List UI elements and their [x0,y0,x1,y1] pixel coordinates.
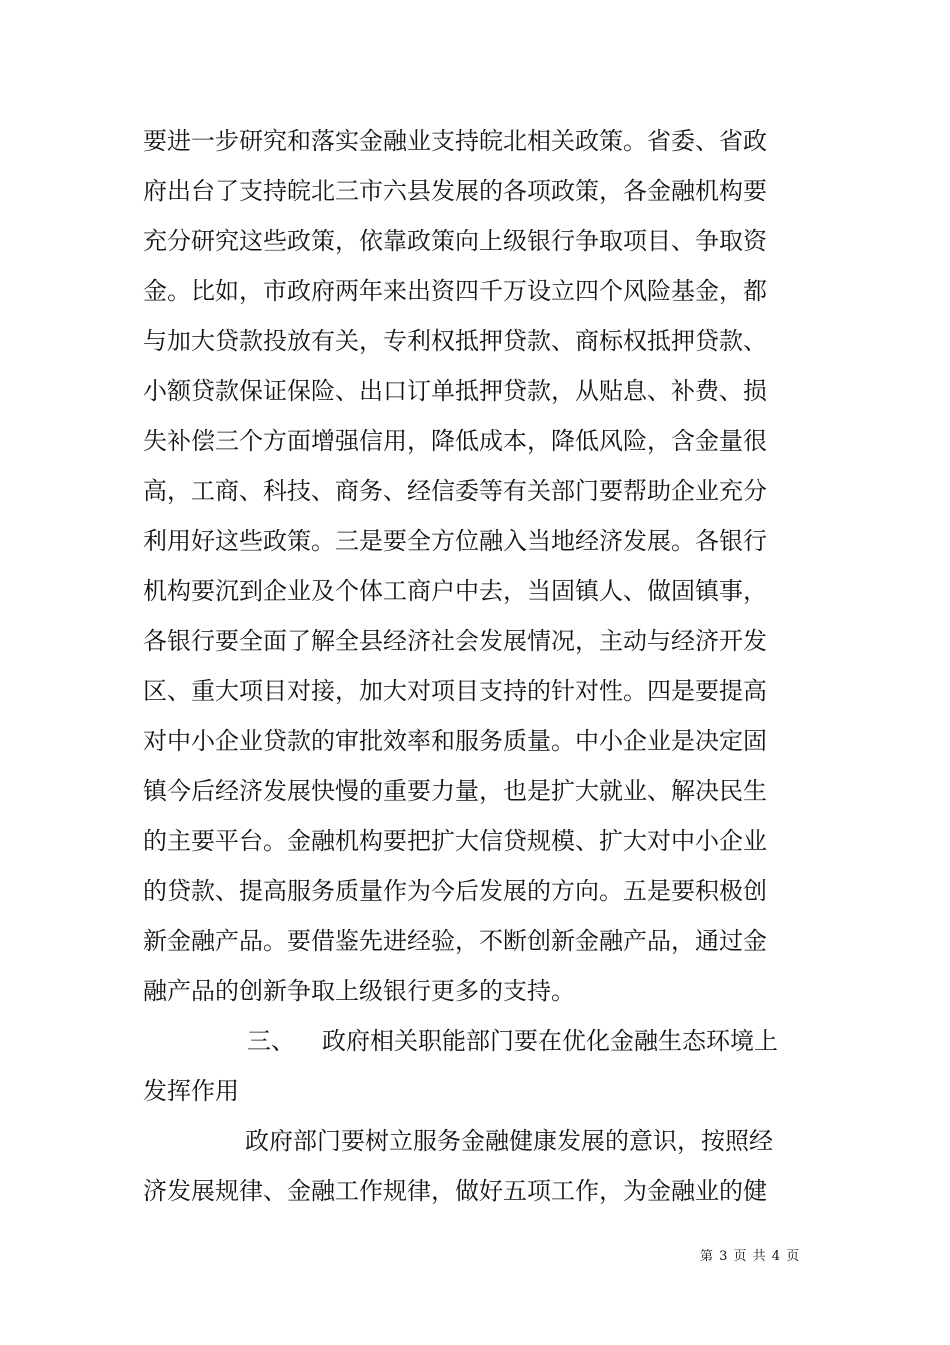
body-line: 金。比如，市政府两年来出资四千万设立四个风险基金，都 [143,277,767,305]
section-heading-continuation: 发挥作用 [143,1077,239,1105]
body-line: 要进一步研究和落实金融业支持皖北相关政策。省委、省政 [143,127,767,155]
closing-paragraph-second-line: 济发展规律、金融工作规律，做好五项工作，为金融业的健 [143,1177,767,1205]
body-line: 充分研究这些政策，依靠政策向上级银行争取项目、争取资 [143,227,767,255]
closing-paragraph-first-line: 政府部门要树立服务金融健康发展的意识，按照经 [245,1127,773,1155]
section-heading-text: 政府相关职能部门要在优化金融生态环境上 [322,1027,778,1055]
body-line: 镇今后经济发展快慢的重要力量，也是扩大就业、解决民生 [143,777,767,805]
body-line: 新金融产品。要借鉴先进经验，不断创新金融产品，通过金 [143,927,767,955]
page-number-footer: 第 3 页 共 4 页 [700,1249,801,1264]
body-line: 失补偿三个方面增强信用，降低成本，降低风险，含金量很 [143,427,767,455]
section-heading-number: 三、 [247,1027,295,1055]
body-line: 与加大贷款投放有关，专利权抵押贷款、商标权抵押贷款、 [143,327,767,355]
body-line: 机构要沉到企业及个体工商户中去，当固镇人、做固镇事， [143,577,767,605]
body-line: 区、重大项目对接，加大对项目支持的针对性。四是要提高 [143,677,767,705]
body-line: 利用好这些政策。三是要全方位融入当地经济发展。各银行 [143,527,767,555]
body-line: 融产品的创新争取上级银行更多的支持。 [143,977,575,1005]
body-line: 府出台了支持皖北三市六县发展的各项政策，各金融机构要 [143,177,767,205]
body-line: 高，工商、科技、商务、经信委等有关部门要帮助企业充分 [143,477,767,505]
body-line: 各银行要全面了解全县经济社会发展情况，主动与经济开发 [143,627,767,655]
body-line: 对中小企业贷款的审批效率和服务质量。中小企业是决定固 [143,727,767,755]
body-line: 小额贷款保证保险、出口订单抵押贷款，从贴息、补费、损 [143,377,767,405]
body-line: 的贷款、提高服务质量作为今后发展的方向。五是要积极创 [143,877,767,905]
body-line: 的主要平台。金融机构要把扩大信贷规模、扩大对中小企业 [143,827,767,855]
